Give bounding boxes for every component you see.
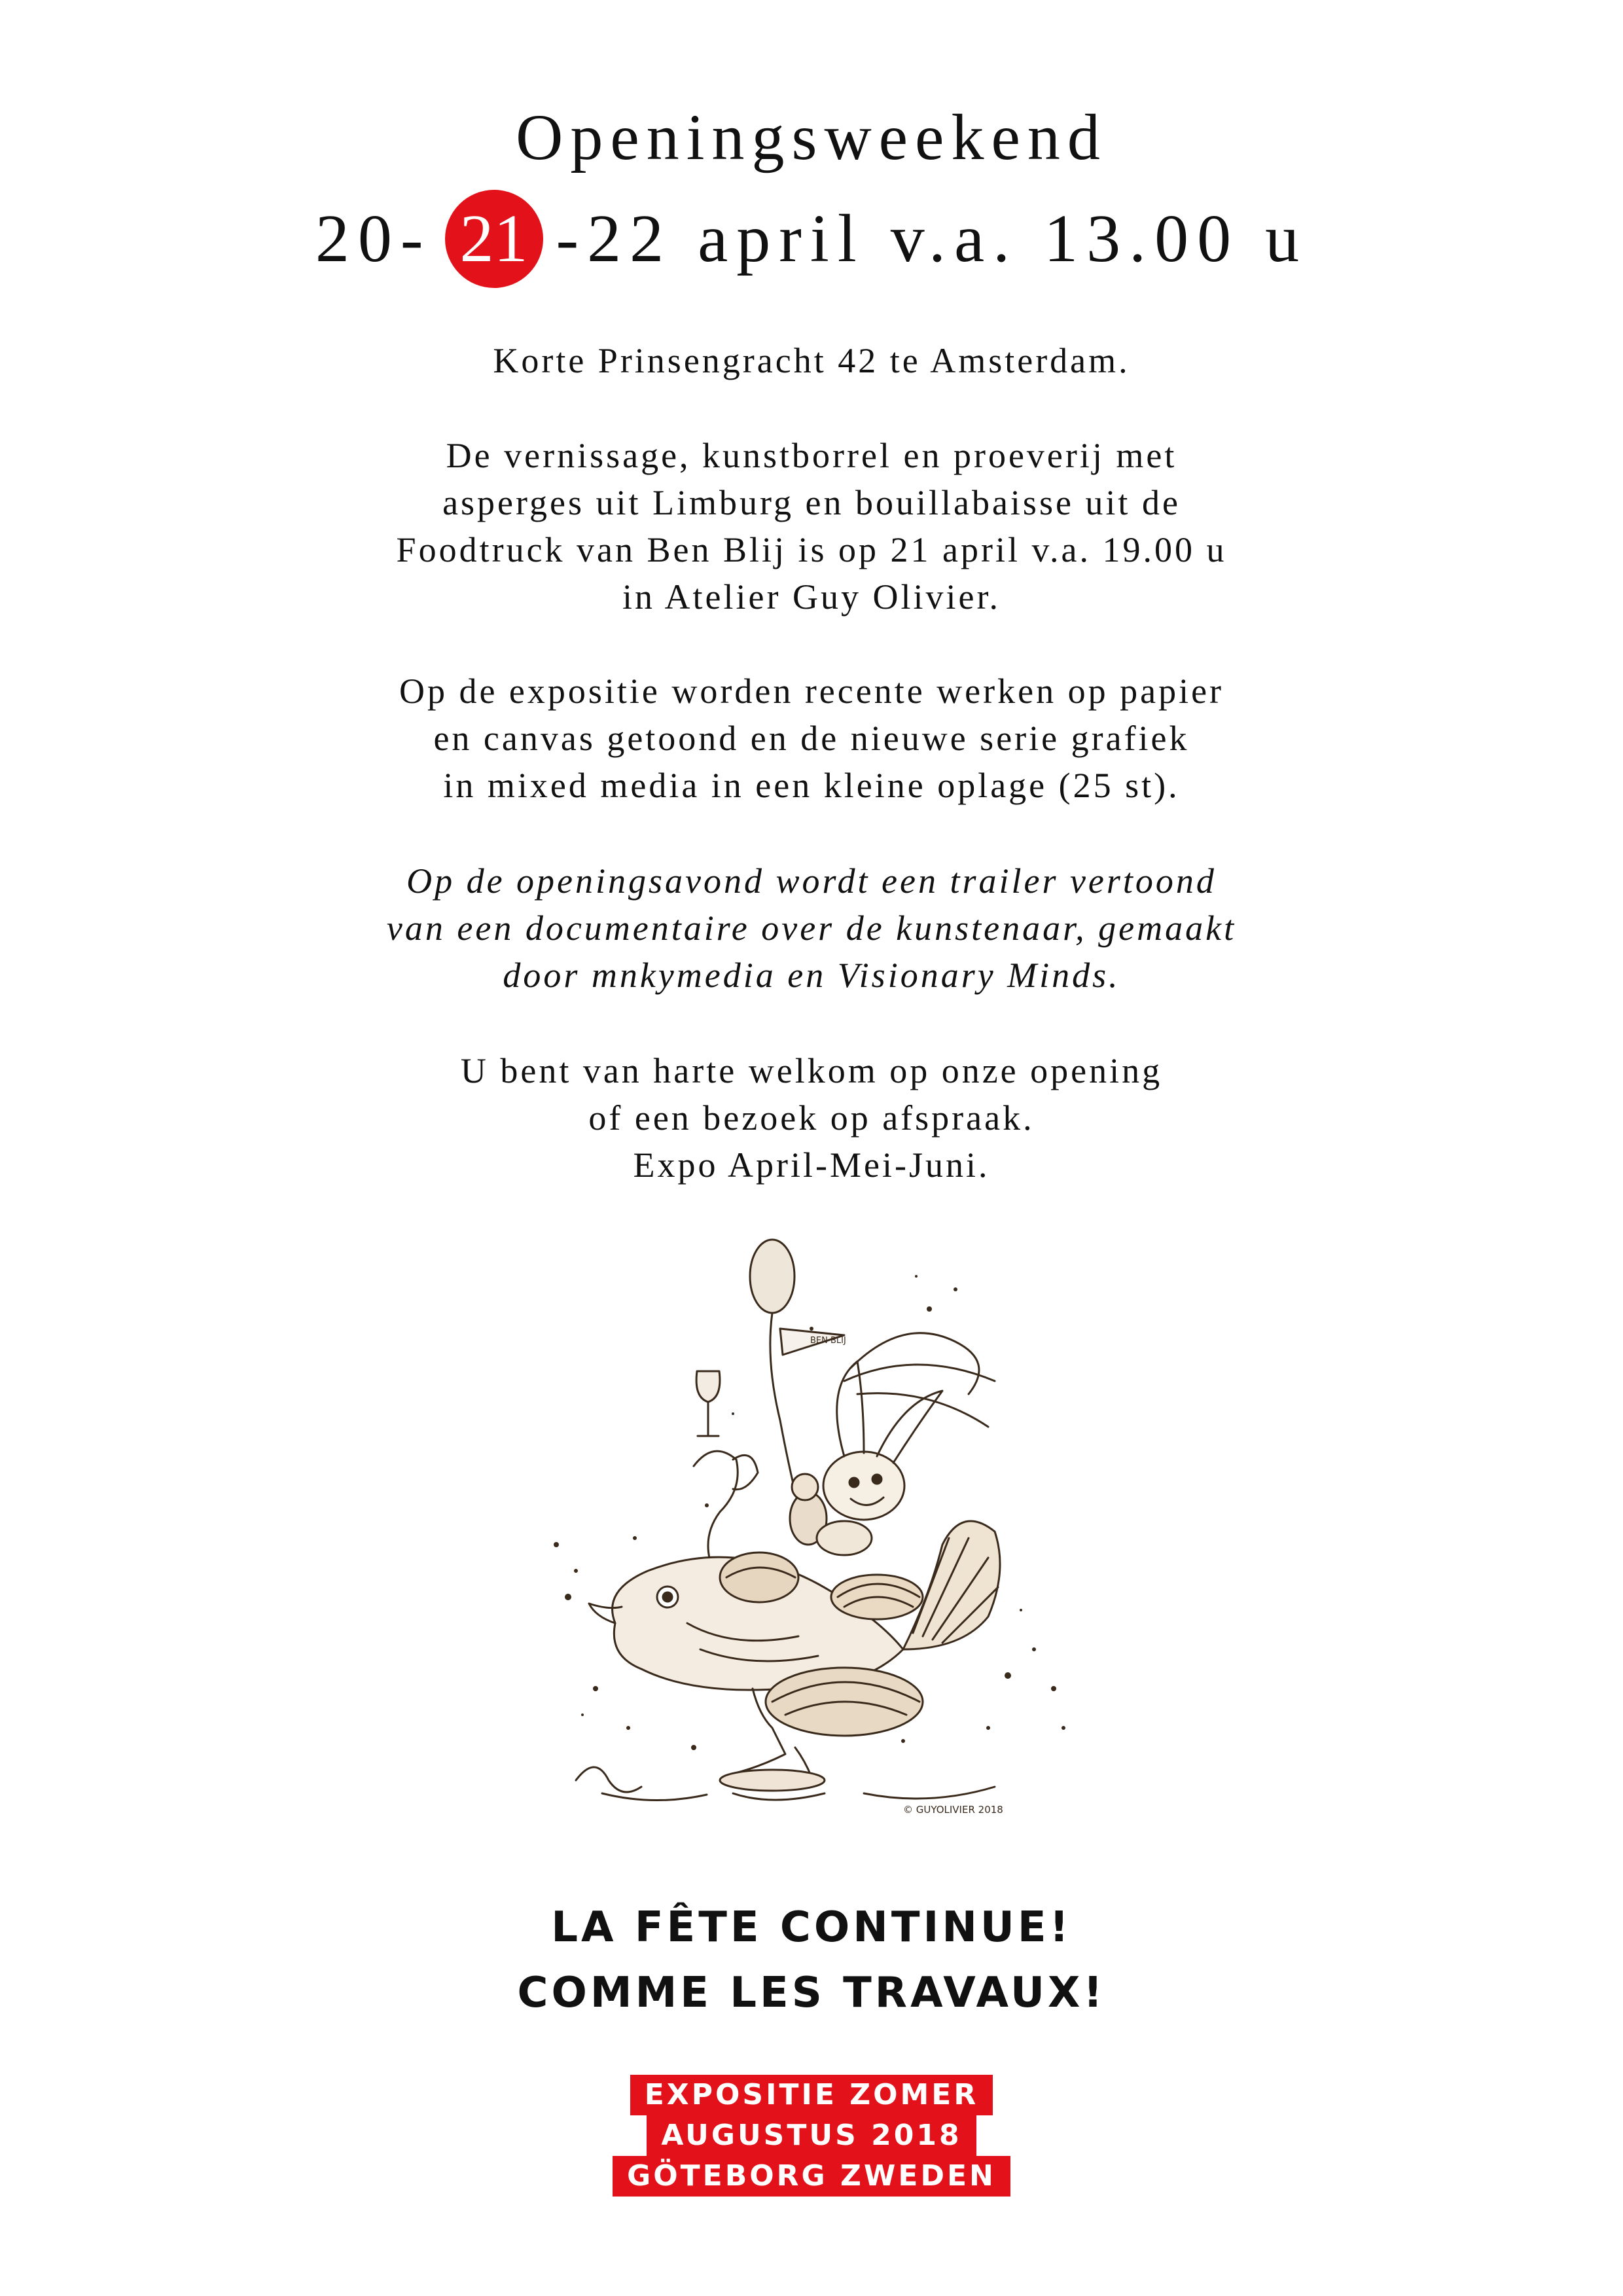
artwork-illustration: [537, 1230, 1086, 1820]
expositie-line: en canvas getoond en de nieuwe serie grafiek: [433, 719, 1190, 758]
documentary-line: van een documentaire over de kunstenaar, gemaakt: [386, 908, 1237, 948]
exhibition-badge: [0, 2075, 1623, 2197]
welcome-line: of een bezoek op afspraak.: [588, 1098, 1035, 1138]
vernissage-line: in Atelier Guy Olivier.: [622, 577, 1001, 617]
expositie-paragraph: [0, 668, 1623, 809]
badge-line: EXPOSITIE ZOMER: [630, 2075, 993, 2115]
date-highlight-circle: 21: [445, 190, 543, 288]
expositie-line: in mixed media in een kleine oplage (25 st).: [443, 766, 1180, 805]
page-title: Openingsweekend: [516, 101, 1107, 173]
artwork-banner-text: BEN BLIJ: [810, 1336, 846, 1346]
vernissage-line: Foodtruck van Ben Blij is op 21 april v.a. 19.00 u: [396, 530, 1227, 569]
date-suffix: -22 april v.a. 13.00 u: [556, 201, 1308, 276]
vernissage-line: De vernissage, kunstborrel en proeverij met: [446, 436, 1177, 475]
documentary-line: Op de openingsavond wordt een trailer vertoond: [406, 861, 1217, 901]
event-dates: [0, 190, 1623, 288]
date-prefix: 20-: [315, 201, 432, 276]
documentary-line: door mnkymedia en Visionary Minds.: [503, 956, 1120, 995]
welcome-paragraph: [0, 1047, 1623, 1189]
artwork-signature: © GUYOLIVIER 2018: [903, 1804, 1003, 1816]
documentary-paragraph: [0, 857, 1623, 999]
address-paragraph: [0, 337, 1623, 384]
slogan-line-2: COMME LES TRAVAUX!: [517, 1969, 1106, 2017]
slogan-line-1: LA FÊTE CONTINUE!: [551, 1903, 1072, 1952]
expositie-line: Op de expositie worden recente werken op papier: [399, 672, 1224, 711]
badge-line: AUGUSTUS 2018: [647, 2115, 976, 2156]
welcome-line: U bent van harte welkom op onze opening: [460, 1051, 1163, 1090]
badge-line: GÖTEBORG ZWEDEN: [613, 2156, 1010, 2197]
vernissage-line: asperges uit Limburg en bouillabaisse uit de: [442, 483, 1181, 522]
address-line: Korte Prinsengracht 42 te Amsterdam.: [493, 341, 1130, 380]
welcome-line: Expo April-Mei-Juni.: [633, 1145, 990, 1185]
vernissage-paragraph: [0, 432, 1623, 620]
